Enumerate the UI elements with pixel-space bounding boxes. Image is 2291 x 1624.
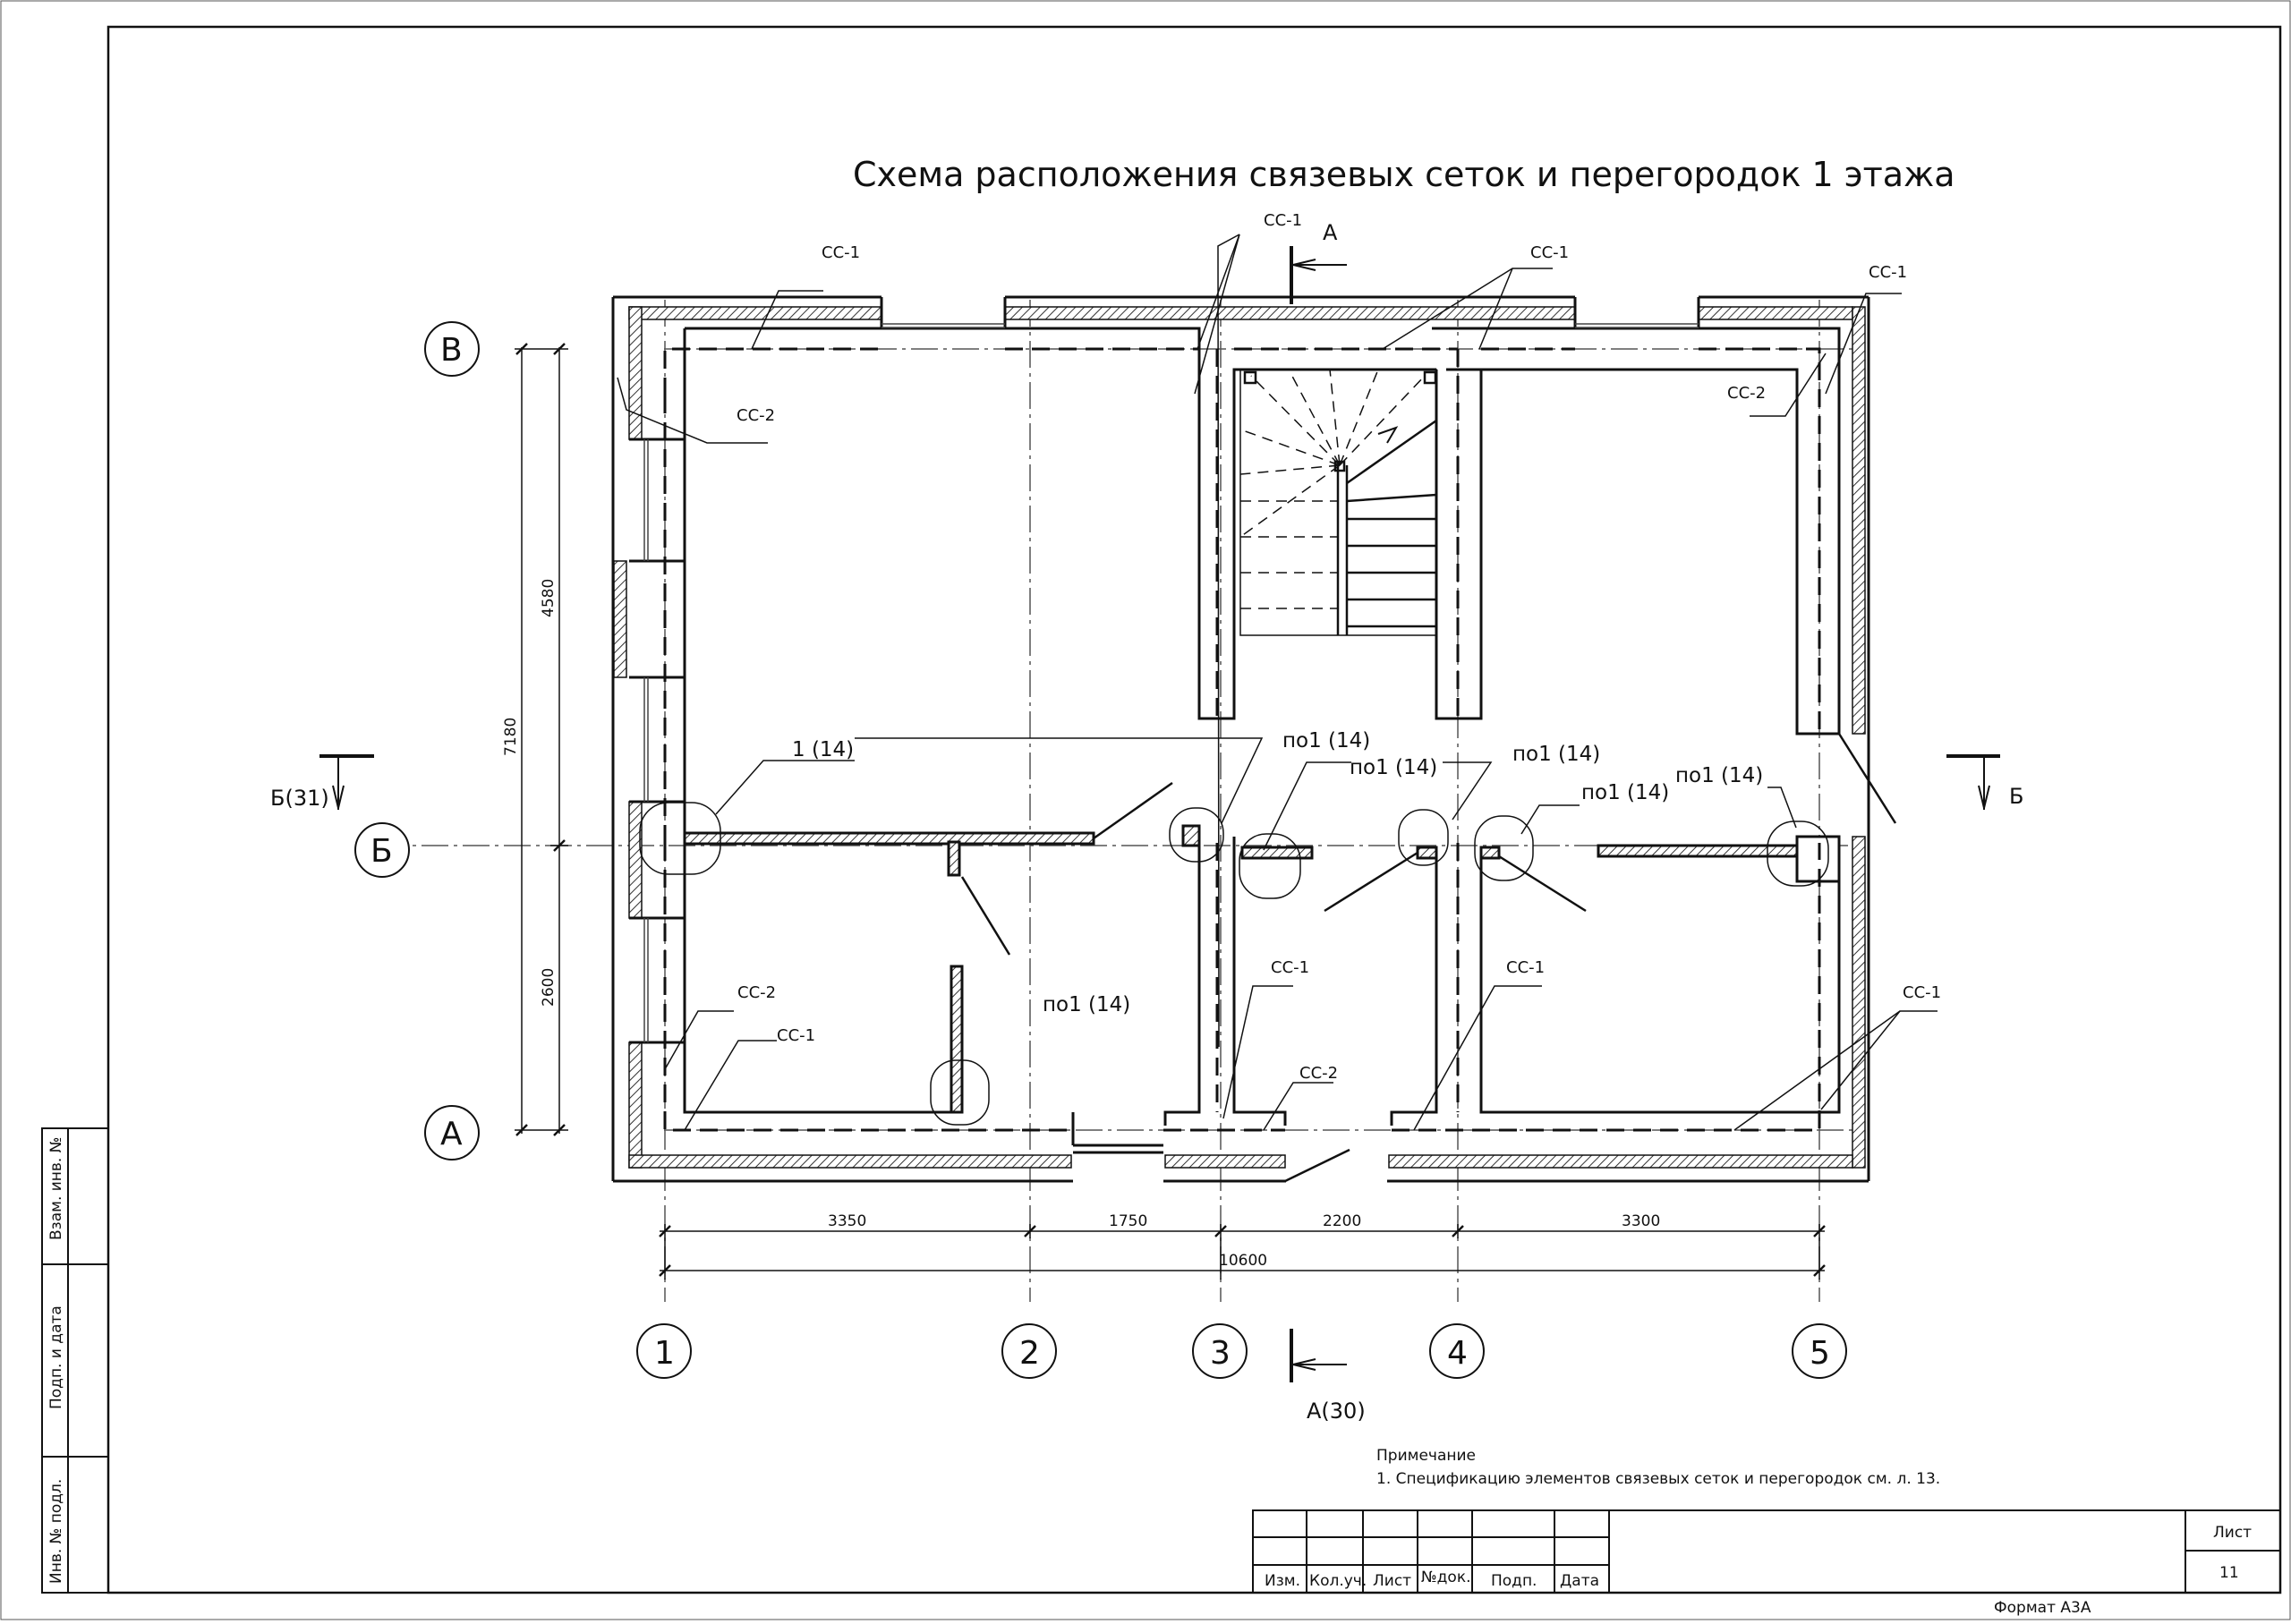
tb-header-ndoc: №док. xyxy=(1421,1569,1471,1586)
axis-marker-5: 5 xyxy=(1810,1335,1830,1372)
tb-header-podp: Подп. xyxy=(1491,1572,1537,1590)
label-cc1: СС-1 xyxy=(1530,243,1570,262)
tb-header-kolvo: Кол.уч. xyxy=(1309,1572,1367,1590)
partitions xyxy=(685,826,1839,1112)
sheet-edge xyxy=(1,1,2290,1620)
dim-3300: 3300 xyxy=(1622,1212,1661,1230)
label-po1-14: по1 (14) xyxy=(1512,743,1601,766)
tb-sheet-number: 11 xyxy=(2219,1564,2239,1582)
stamp-replace-inv: Взам. инв. № xyxy=(47,1136,65,1240)
note-text: 1. Спецификацию элементов связевых сеток и перегородок см. л. 13. xyxy=(1376,1470,1941,1488)
door-swings xyxy=(962,734,1895,1181)
axis-marker-3: 3 xyxy=(1210,1335,1231,1372)
label-cc1: СС-1 xyxy=(1903,983,1942,1002)
label-po1-14: по1 (14) xyxy=(1043,993,1131,1016)
label-cc2: СС-2 xyxy=(1299,1064,1339,1083)
section-a-bottom: А(30) xyxy=(1307,1399,1366,1424)
label-cc2: СС-2 xyxy=(737,406,776,425)
tb-sheet-label: Лист xyxy=(2213,1524,2253,1542)
dim-10600: 10600 xyxy=(1219,1252,1268,1270)
dim-4580: 4580 xyxy=(540,578,558,617)
dim-2200: 2200 xyxy=(1323,1212,1362,1230)
label-cc1: СС-1 xyxy=(1271,958,1310,977)
section-b-right: Б xyxy=(2009,784,2024,809)
tb-header-data: Дата xyxy=(1560,1572,1600,1590)
label-cc1: СС-1 xyxy=(1264,211,1303,230)
label-po1-14: по1 (14) xyxy=(1581,781,1670,804)
stamp-sign-date: Подп. и дата xyxy=(47,1305,65,1409)
label-cc1: СС-1 xyxy=(1869,263,1908,282)
label-po1-14: по1 (14) xyxy=(1675,764,1764,787)
mesh-labels xyxy=(737,211,1941,1083)
axis-marker-2: 2 xyxy=(1019,1335,1040,1372)
label-po1-14: по1 (14) xyxy=(1350,756,1438,779)
label-po1-14: по1 (14) xyxy=(1282,729,1371,752)
label-cc2: СС-2 xyxy=(737,983,777,1002)
dim-1750: 1750 xyxy=(1109,1212,1148,1230)
section-marks xyxy=(319,246,2000,1382)
drawing-title: Схема расположения связевых сеток и перегородок 1 этажа xyxy=(853,155,1955,194)
label-cc1: СС-1 xyxy=(777,1026,816,1045)
axis-marker-v: В xyxy=(440,332,463,369)
dim-3350: 3350 xyxy=(828,1212,867,1230)
staircase xyxy=(1240,370,1436,635)
windows xyxy=(644,324,1699,1042)
tb-header-list: Лист xyxy=(1373,1572,1412,1590)
interior-wall-outlines xyxy=(629,297,1839,1152)
label-cc1: СС-1 xyxy=(1506,958,1546,977)
label-cc1: СС-1 xyxy=(822,243,861,262)
label-1-14: 1 (14) xyxy=(792,738,855,761)
vertical-dimensions xyxy=(515,344,568,1135)
dim-2600: 2600 xyxy=(540,967,558,1007)
stamp-orig-inv: Инв. № подл. xyxy=(47,1478,65,1584)
dim-7180: 7180 xyxy=(502,717,520,756)
note-heading: Примечание xyxy=(1376,1447,1476,1465)
format-label: Формат А3А xyxy=(1994,1599,2091,1617)
label-cc2: СС-2 xyxy=(1727,384,1767,403)
section-a-top: А xyxy=(1323,220,1338,245)
tb-header-izm: Изм. xyxy=(1265,1572,1300,1590)
axis-marker-4: 4 xyxy=(1447,1335,1468,1372)
axis-marker-1: 1 xyxy=(654,1335,675,1372)
axis-marker-a: А xyxy=(440,1116,463,1152)
section-b-left: Б(31) xyxy=(270,786,329,811)
axis-marker-b: Б xyxy=(370,833,393,870)
